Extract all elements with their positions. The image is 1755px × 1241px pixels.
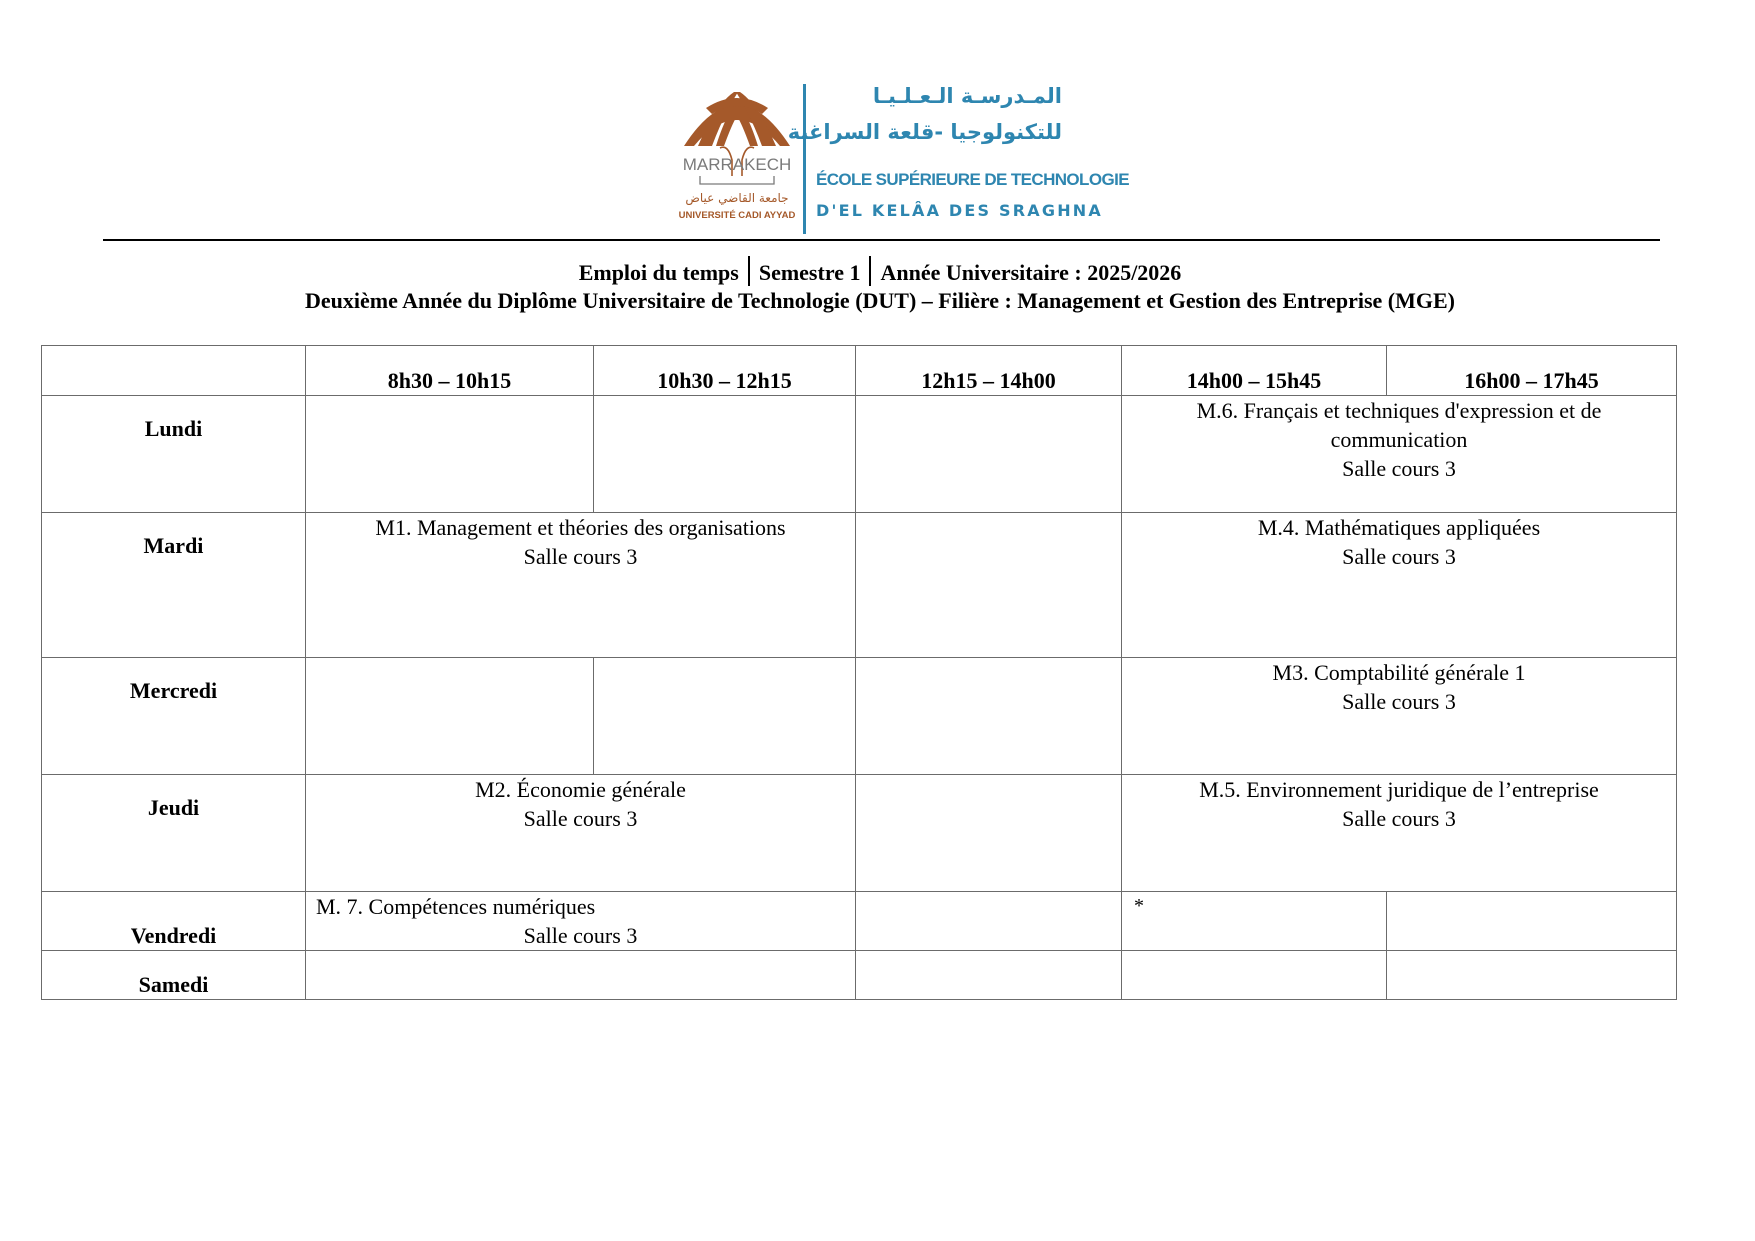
day-cell — [42, 513, 306, 658]
course-title: M1. Management et théories des organisations — [375, 515, 786, 540]
day-cell — [42, 658, 306, 775]
table-row-mercredi — [42, 658, 1677, 775]
course-room: Salle cours 3 — [523, 806, 638, 831]
empty-slot — [856, 396, 1122, 513]
empty-slot — [856, 951, 1122, 1000]
university-emblem-icon — [676, 84, 798, 234]
day-label: Samedi — [138, 972, 209, 997]
table-row-mardi — [42, 513, 1677, 658]
course-cell — [1122, 775, 1677, 892]
empty-slot — [594, 396, 856, 513]
slot-header: 14h00 – 15h45 — [1122, 346, 1387, 396]
note-cell — [1122, 892, 1387, 951]
empty-slot — [1387, 951, 1677, 1000]
course-cell — [1122, 396, 1677, 513]
course-title: M. 7. Compétences numériques — [316, 894, 596, 919]
empty-slot — [594, 658, 856, 775]
course-room: Salle cours 3 — [1342, 689, 1456, 714]
course-cell — [306, 513, 856, 658]
day-label: Mardi — [143, 533, 204, 558]
logo-city: MARRAKECH — [682, 155, 792, 174]
logo-divider — [803, 84, 806, 234]
course-title: M2. Économie générale — [475, 777, 686, 802]
slot-header: 10h30 – 12h15 — [594, 346, 856, 396]
timetable-header-row — [42, 346, 1677, 396]
school-name-ar-line2: للتكنولوجيا -قلعة السراغنة — [787, 120, 1062, 144]
title-separator — [869, 256, 871, 286]
course-room: Salle cours 3 — [523, 544, 638, 569]
school-name-ar-line1: المـدرسـة الـعـلـيـا — [872, 84, 1062, 108]
logo-university-fr: UNIVERSITÉ CADI AYYAD — [678, 210, 796, 221]
corner-cell — [42, 346, 306, 396]
empty-slot — [306, 658, 594, 775]
school-name-fr-line2: D'EL KELÂA DES SRAGHNA — [816, 201, 1103, 220]
empty-slot — [1387, 892, 1677, 951]
table-row-vendredi — [42, 892, 1677, 951]
school-logo — [676, 84, 1129, 236]
school-name-fr-line1: ÉCOLE SUPÉRIEURE DE TECHNOLOGIE — [816, 170, 1129, 189]
document-title — [0, 256, 1755, 286]
logo-university-ar: جامعة القاضي عياض — [685, 191, 789, 205]
asterisk-note: * — [1134, 895, 1144, 917]
day-label: Vendredi — [130, 923, 217, 948]
day-cell — [42, 775, 306, 892]
empty-slot — [306, 396, 594, 513]
course-title: M.4. Mathématiques appliquées — [1257, 515, 1541, 540]
table-row-samedi — [42, 951, 1677, 1000]
day-cell — [42, 396, 306, 513]
empty-slot — [306, 951, 856, 1000]
day-label: Jeudi — [147, 795, 200, 820]
course-title: M.5. Environnement juridique de l’entreprise — [1199, 777, 1599, 802]
table-row-jeudi — [42, 775, 1677, 892]
course-room: Salle cours 3 — [1342, 544, 1456, 569]
empty-slot — [856, 658, 1122, 775]
empty-slot — [1122, 951, 1387, 1000]
empty-slot — [856, 513, 1122, 658]
course-cell — [1122, 513, 1677, 658]
day-cell — [42, 892, 306, 951]
table-row-lundi — [42, 396, 1677, 513]
empty-slot — [856, 775, 1122, 892]
course-cell — [306, 892, 856, 951]
day-label: Mercredi — [129, 678, 218, 703]
course-title: M.6. Français et techniques d'expression et de communication — [1196, 398, 1602, 452]
slot-header: 12h15 – 14h00 — [856, 346, 1122, 396]
day-cell — [42, 951, 306, 1000]
title-part-year: Année Universitaire : 2025/2026 — [880, 260, 1182, 285]
timetable — [41, 345, 1677, 1000]
title-part-schedule: Emploi du temps — [578, 260, 739, 285]
course-cell — [306, 775, 856, 892]
title-separator — [748, 256, 750, 286]
day-label: Lundi — [144, 416, 203, 441]
slot-header: 8h30 – 10h15 — [306, 346, 594, 396]
course-cell — [1122, 658, 1677, 775]
course-room: Salle cours 3 — [1342, 806, 1456, 831]
empty-slot — [856, 892, 1122, 951]
header-rule — [103, 239, 1660, 241]
document-subtitle: Deuxième Année du Diplôme Universitaire de Technologie (DUT) – Filière : Management et Gestion des Entreprise (MGE) — [305, 288, 1455, 313]
course-room: Salle cours 3 — [523, 923, 638, 948]
course-title: M3. Comptabilité générale 1 — [1272, 660, 1526, 685]
slot-header: 16h00 – 17h45 — [1387, 346, 1677, 396]
title-part-semester: Semestre 1 — [758, 260, 861, 285]
course-room: Salle cours 3 — [1342, 456, 1456, 481]
